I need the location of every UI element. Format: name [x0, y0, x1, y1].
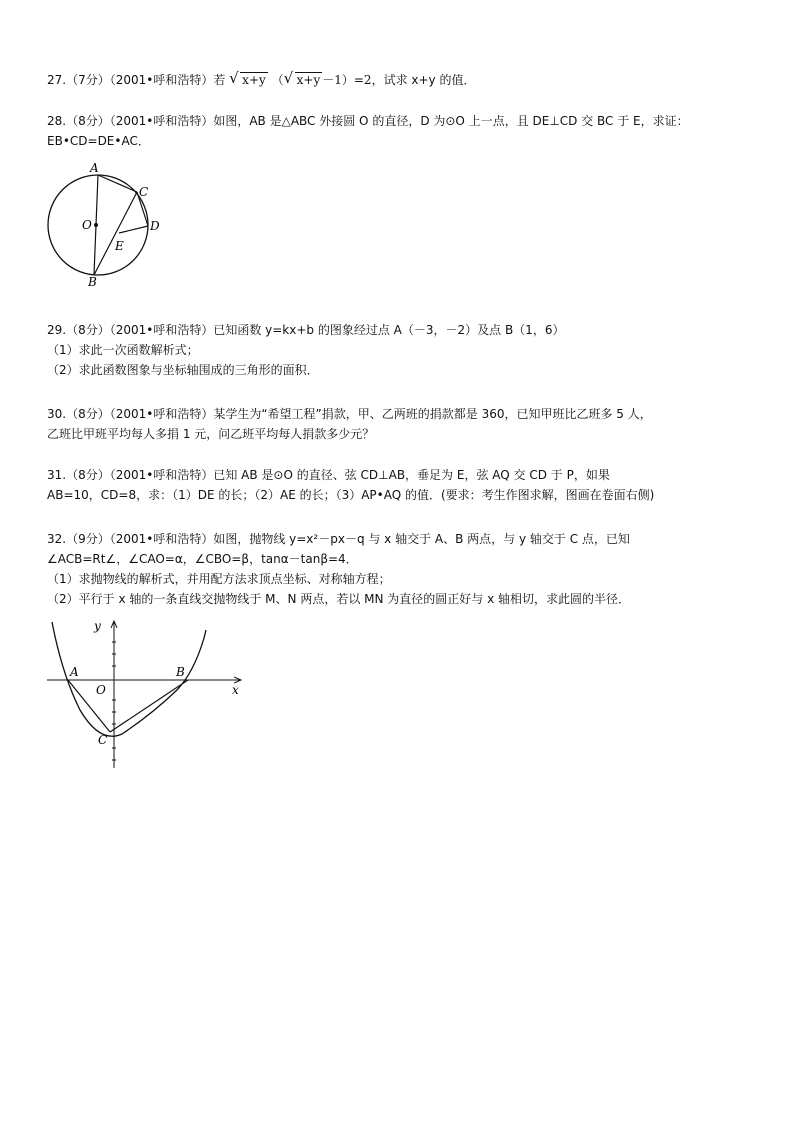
- label-x: x: [232, 683, 239, 697]
- q29-line-1: 29.（8分）（2001•呼和浩特）已知函数 y=kx+b 的图象经过点 A（－3，－2）及点 B（1，6）: [47, 323, 565, 337]
- q30-line-2: 乙班比甲班平均每人多捐 1 元，问乙班平均每人捐款多少元？: [47, 427, 375, 441]
- segment-DE: [119, 226, 148, 233]
- q27-equals: =2: [353, 73, 372, 87]
- segment-AC: [98, 175, 137, 192]
- question-29: [47, 320, 767, 380]
- q29-line-2: （1）求此一次函数解析式；: [47, 343, 199, 357]
- q27-prefix: 27.（7分）（2001•呼和浩特）若: [47, 73, 226, 87]
- label-O-origin: O: [96, 683, 106, 697]
- q27-suffix: ，试求 x+y 的值．: [371, 73, 476, 87]
- label-B: B: [88, 275, 97, 289]
- q27-paren-open: （: [271, 73, 284, 87]
- q32-line-1: 32.（9分）（2001•呼和浩特）如图，抛物线 y=x²－px－q 与 x 轴交于 A、B 两点，与 y 轴交于 C 点，已知: [47, 532, 630, 546]
- question-27: [47, 70, 767, 90]
- q29-line-3: （2）求此函数图象与坐标轴围成的三角形的面积．: [47, 363, 319, 377]
- label-O: O: [82, 218, 92, 232]
- label-y: y: [94, 619, 101, 633]
- q28-circle-figure: [40, 160, 170, 295]
- q32-line-3: （1）求抛物线的解析式，并用配方法求顶点坐标、对称轴方程；: [47, 572, 391, 586]
- q31-line-1: 31.（8分）（2001•呼和浩特）已知 AB 是⊙O 的直径、弦 CD⊥AB，垂足为 E，弦 AQ 交 CD 于 P，如果: [47, 468, 610, 482]
- label-C-point: C: [98, 733, 108, 747]
- q32-parabola-figure: [42, 614, 252, 772]
- question-28: [47, 111, 767, 151]
- q28-line-1: 28.（8分）（2001•呼和浩特）如图，AB 是△ABC 外接圆 O 的直径，D 为⊙O 上一点，且 DE⊥CD 交 BC 于 E，求证：: [47, 114, 689, 128]
- q32-line-2: ∠ACB=Rt∠，∠CAO=α，∠CBO=β，tanα－tanβ=4．: [47, 552, 358, 566]
- q27-inner-sqrt-expr: x+y: [296, 73, 321, 87]
- label-B-point: B: [176, 665, 185, 679]
- q32-line-4: （2）平行于 x 轴的一条直线交抛物线于 M、N 两点，若以 MN 为直径的圆正好与 x 轴相切，求此圆的半径．: [47, 592, 631, 606]
- center-point-O: [94, 223, 98, 227]
- question-30: [47, 404, 767, 444]
- q27-inner-sqrt: √ x+y: [283, 69, 321, 87]
- label-E: E: [115, 239, 124, 253]
- label-A: A: [90, 161, 99, 175]
- label-D: D: [150, 219, 160, 233]
- label-C: C: [139, 185, 149, 199]
- q31-line-2: AB=10，CD=8，求：（1）DE 的长；（2）AE 的长；（3）AP•AQ 的值．(要求：考生作图求解，图画在卷面右侧): [47, 488, 655, 502]
- question-31: [47, 465, 767, 505]
- q27-sqrt: √ x+y: [229, 69, 266, 87]
- q27-sqrt-expr: x+y: [242, 73, 266, 87]
- segment-CB: [110, 680, 188, 732]
- q27-minus-one: －1）: [322, 73, 354, 87]
- question-32: [47, 529, 767, 609]
- q28-line-2: EB•CD=DE•AC．: [47, 134, 150, 148]
- q30-line-1: 30.（8分）（2001•呼和浩特）某学生为“希望工程”捐款，甲、乙两班的捐款都是 360，已知甲班比乙班多 5 人，: [47, 407, 652, 421]
- label-A-point: A: [70, 665, 79, 679]
